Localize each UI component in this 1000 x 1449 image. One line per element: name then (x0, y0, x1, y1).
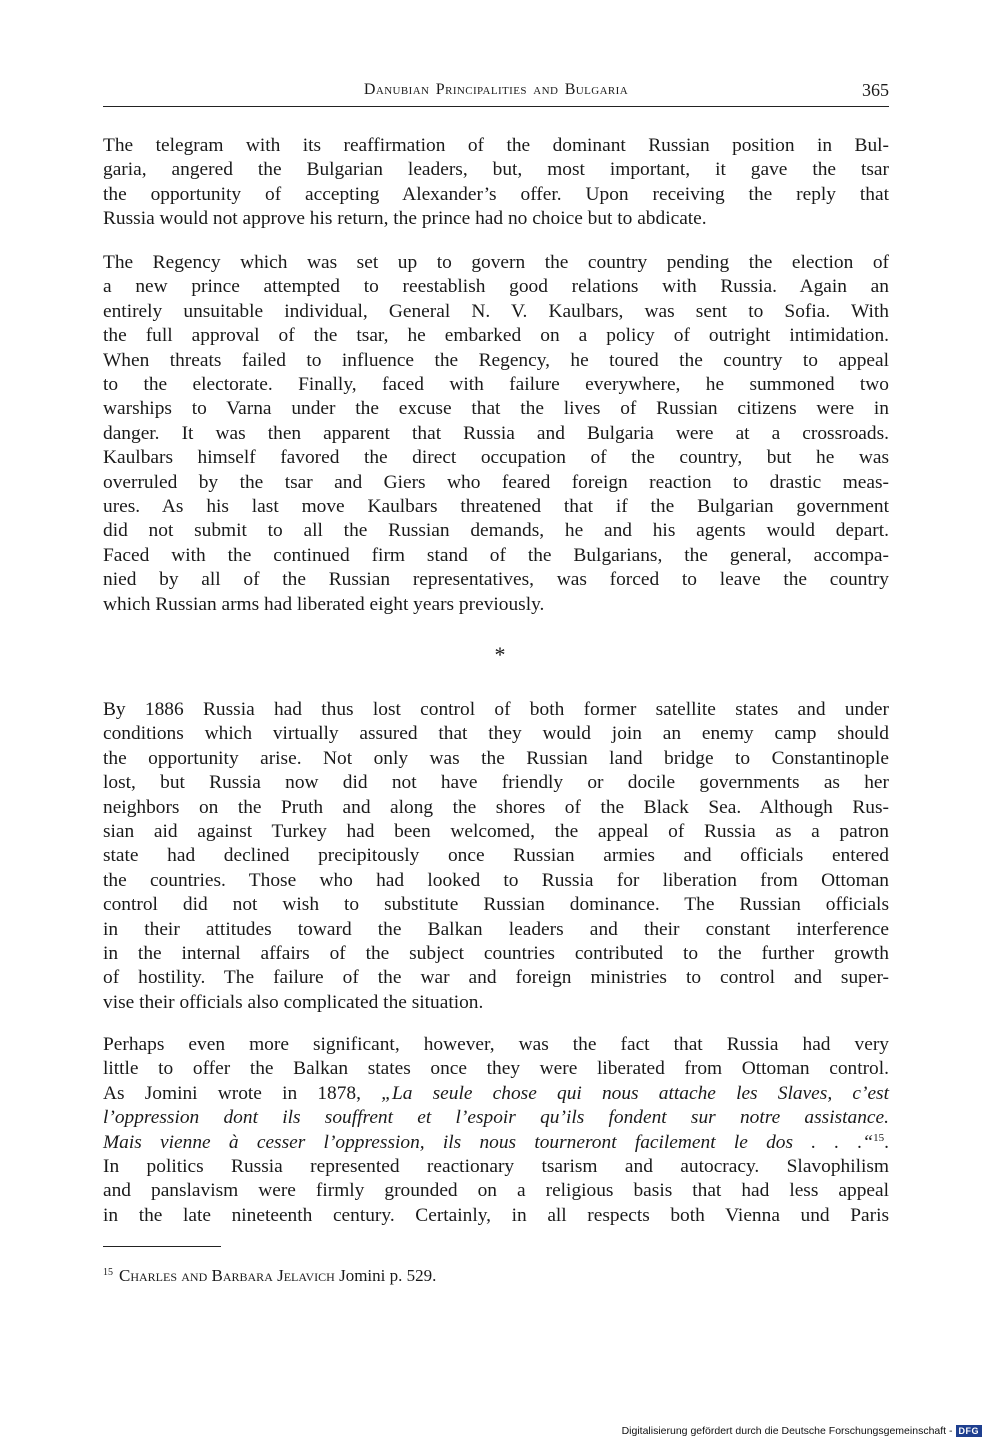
dfg-logo: DFG (956, 1425, 983, 1437)
quotation-fragment: Mais vienne à cesser l’oppression, ils nous tourneront facilement le dos . . .“ (103, 1131, 874, 1153)
text-line: control did not wish to substitute Russian dominance. The Russian officials (103, 894, 889, 916)
text-line: which Russian arms had liberated eight years previously. (103, 593, 545, 615)
text-line: The Regency which was set up to govern the country pending the election of (103, 252, 889, 273)
text-line: in their attitudes toward the Balkan leaders and their constant interference (103, 918, 889, 940)
footnote-marker: 15 (103, 1267, 113, 1278)
text-line: state had declined precipitously once Russian armies and officials entered (103, 845, 889, 867)
text-line: sian aid against Turkey had been welcomed, the appeal of Russia as a patron (103, 821, 889, 843)
paragraph-1 (103, 134, 889, 232)
header-rule (103, 106, 889, 107)
page-number: 365 (862, 80, 889, 100)
text-fragment: . (884, 1131, 889, 1153)
text-line: Faced with the continued firm stand of the Bulgarians, the general, accompa- (103, 544, 889, 566)
text-line: to the electorate. Finally, faced with failure everywhere, he summoned two (103, 374, 889, 396)
footnote-reference[interactable]: 15 (873, 1131, 885, 1144)
text-line: in the internal affairs of the subject countries contributed to the further growth (103, 943, 889, 965)
text-line: lost, but Russia now did not have friendly or docile governments as her (103, 772, 889, 794)
quotation-line: l’oppression dont ils souffrent et l’espoir qu’ils fondent sur notre assistance. (103, 1107, 889, 1129)
section-separator: * (494, 642, 506, 667)
text-line: the opportunity arise. Not only was the Russian land bridge to Constantinople (103, 747, 889, 769)
text-line: Perhaps even more significant, however, was the fact that Russia had very (103, 1034, 889, 1055)
text-line: garia, angered the Bulgarian leaders, but, most important, it gave the tsar (103, 159, 889, 181)
text-fragment: As Jomini wrote in 1878, (103, 1082, 382, 1104)
text-line: little to offer the Balkan states once they were liberated from Ottoman control. (103, 1058, 889, 1080)
text-line: In politics Russia represented reactionary tsarism and autocracy. Slavophilism (103, 1156, 889, 1178)
text-line (103, 1082, 889, 1106)
text-line: By 1886 Russia had thus lost control of both former satellite states and under (103, 699, 889, 720)
credit-text: Digitalisierung gefördert durch die Deutsche Forschungsgemeinschaft - (621, 1425, 953, 1437)
paragraph-2 (103, 251, 889, 617)
footnote (103, 1265, 436, 1287)
text-line: Kaulbars himself favored the direct occupation of the country, but he was (103, 447, 889, 469)
text-line: of hostility. The failure of the war and foreign ministries to control and super- (103, 967, 889, 989)
quotation-fragment: „La seule chose qui nous attache les Slaves, c’est (381, 1082, 889, 1104)
text-line: conditions which virtually assured that they would join an enemy camp should (103, 723, 889, 745)
text-line: neighbors on the Pruth and along the shores of the Black Sea. Although Rus- (103, 796, 889, 818)
paragraph-3 (103, 698, 889, 1015)
text-line: vise their officials also complicated the situation. (103, 991, 484, 1013)
text-line: warships to Varna under the excuse that the lives of Russian citizens were in (103, 398, 889, 420)
text-line: ures. As his last move Kaulbars threatened that if the Bulgarian government (103, 496, 889, 518)
text-line: did not submit to all the Russian demands, he and his agents would depart. (103, 520, 889, 542)
footnote-authors: Charles and Barbara Jelavich (119, 1266, 335, 1285)
text-line (103, 1131, 889, 1155)
footnote-rule (103, 1246, 221, 1247)
text-line: the countries. Those who had looked to Russia for liberation from Ottoman (103, 869, 889, 891)
text-line: When threats failed to influence the Regency, he toured the country to appeal (103, 349, 889, 371)
text-line: overruled by the tsar and Giers who feared foreign reaction to drastic meas- (103, 471, 889, 493)
text-line: the full approval of the tsar, he embarked on a policy of outright intimidation. (103, 325, 889, 347)
digitization-credit (622, 1425, 982, 1437)
text-line: The telegram with its reaffirmation of the dominant Russian position in Bul- (103, 135, 889, 156)
text-line: nied by all of the Russian representatives, was forced to leave the country (103, 569, 889, 591)
running-head-title: Danubian Principalities and Bulgaria (363, 81, 629, 98)
text-line: and panslavism were firmly grounded on a religious basis that had less appeal (103, 1180, 889, 1202)
text-line: entirely unsuitable individual, General N. V. Kaulbars, was sent to Sofia. With (103, 300, 889, 322)
text-line: Russia would not approve his return, the prince had no choice but to abdicate. (103, 208, 707, 230)
text-line: in the late nineteenth century. Certainly, in all respects both Vienna und Paris (103, 1204, 889, 1226)
paragraph-4 (103, 1033, 889, 1228)
running-head (103, 80, 889, 104)
text-line: a new prince attempted to reestablish good relations with Russia. Again an (103, 276, 889, 298)
footnote-text: Jomini p. 529. (339, 1266, 437, 1285)
text-line: the opportunity of accepting Alexander’s offer. Upon receiving the reply that (103, 183, 889, 205)
text-line: danger. It was then apparent that Russia and Bulgaria were at a crossroads. (103, 422, 889, 444)
